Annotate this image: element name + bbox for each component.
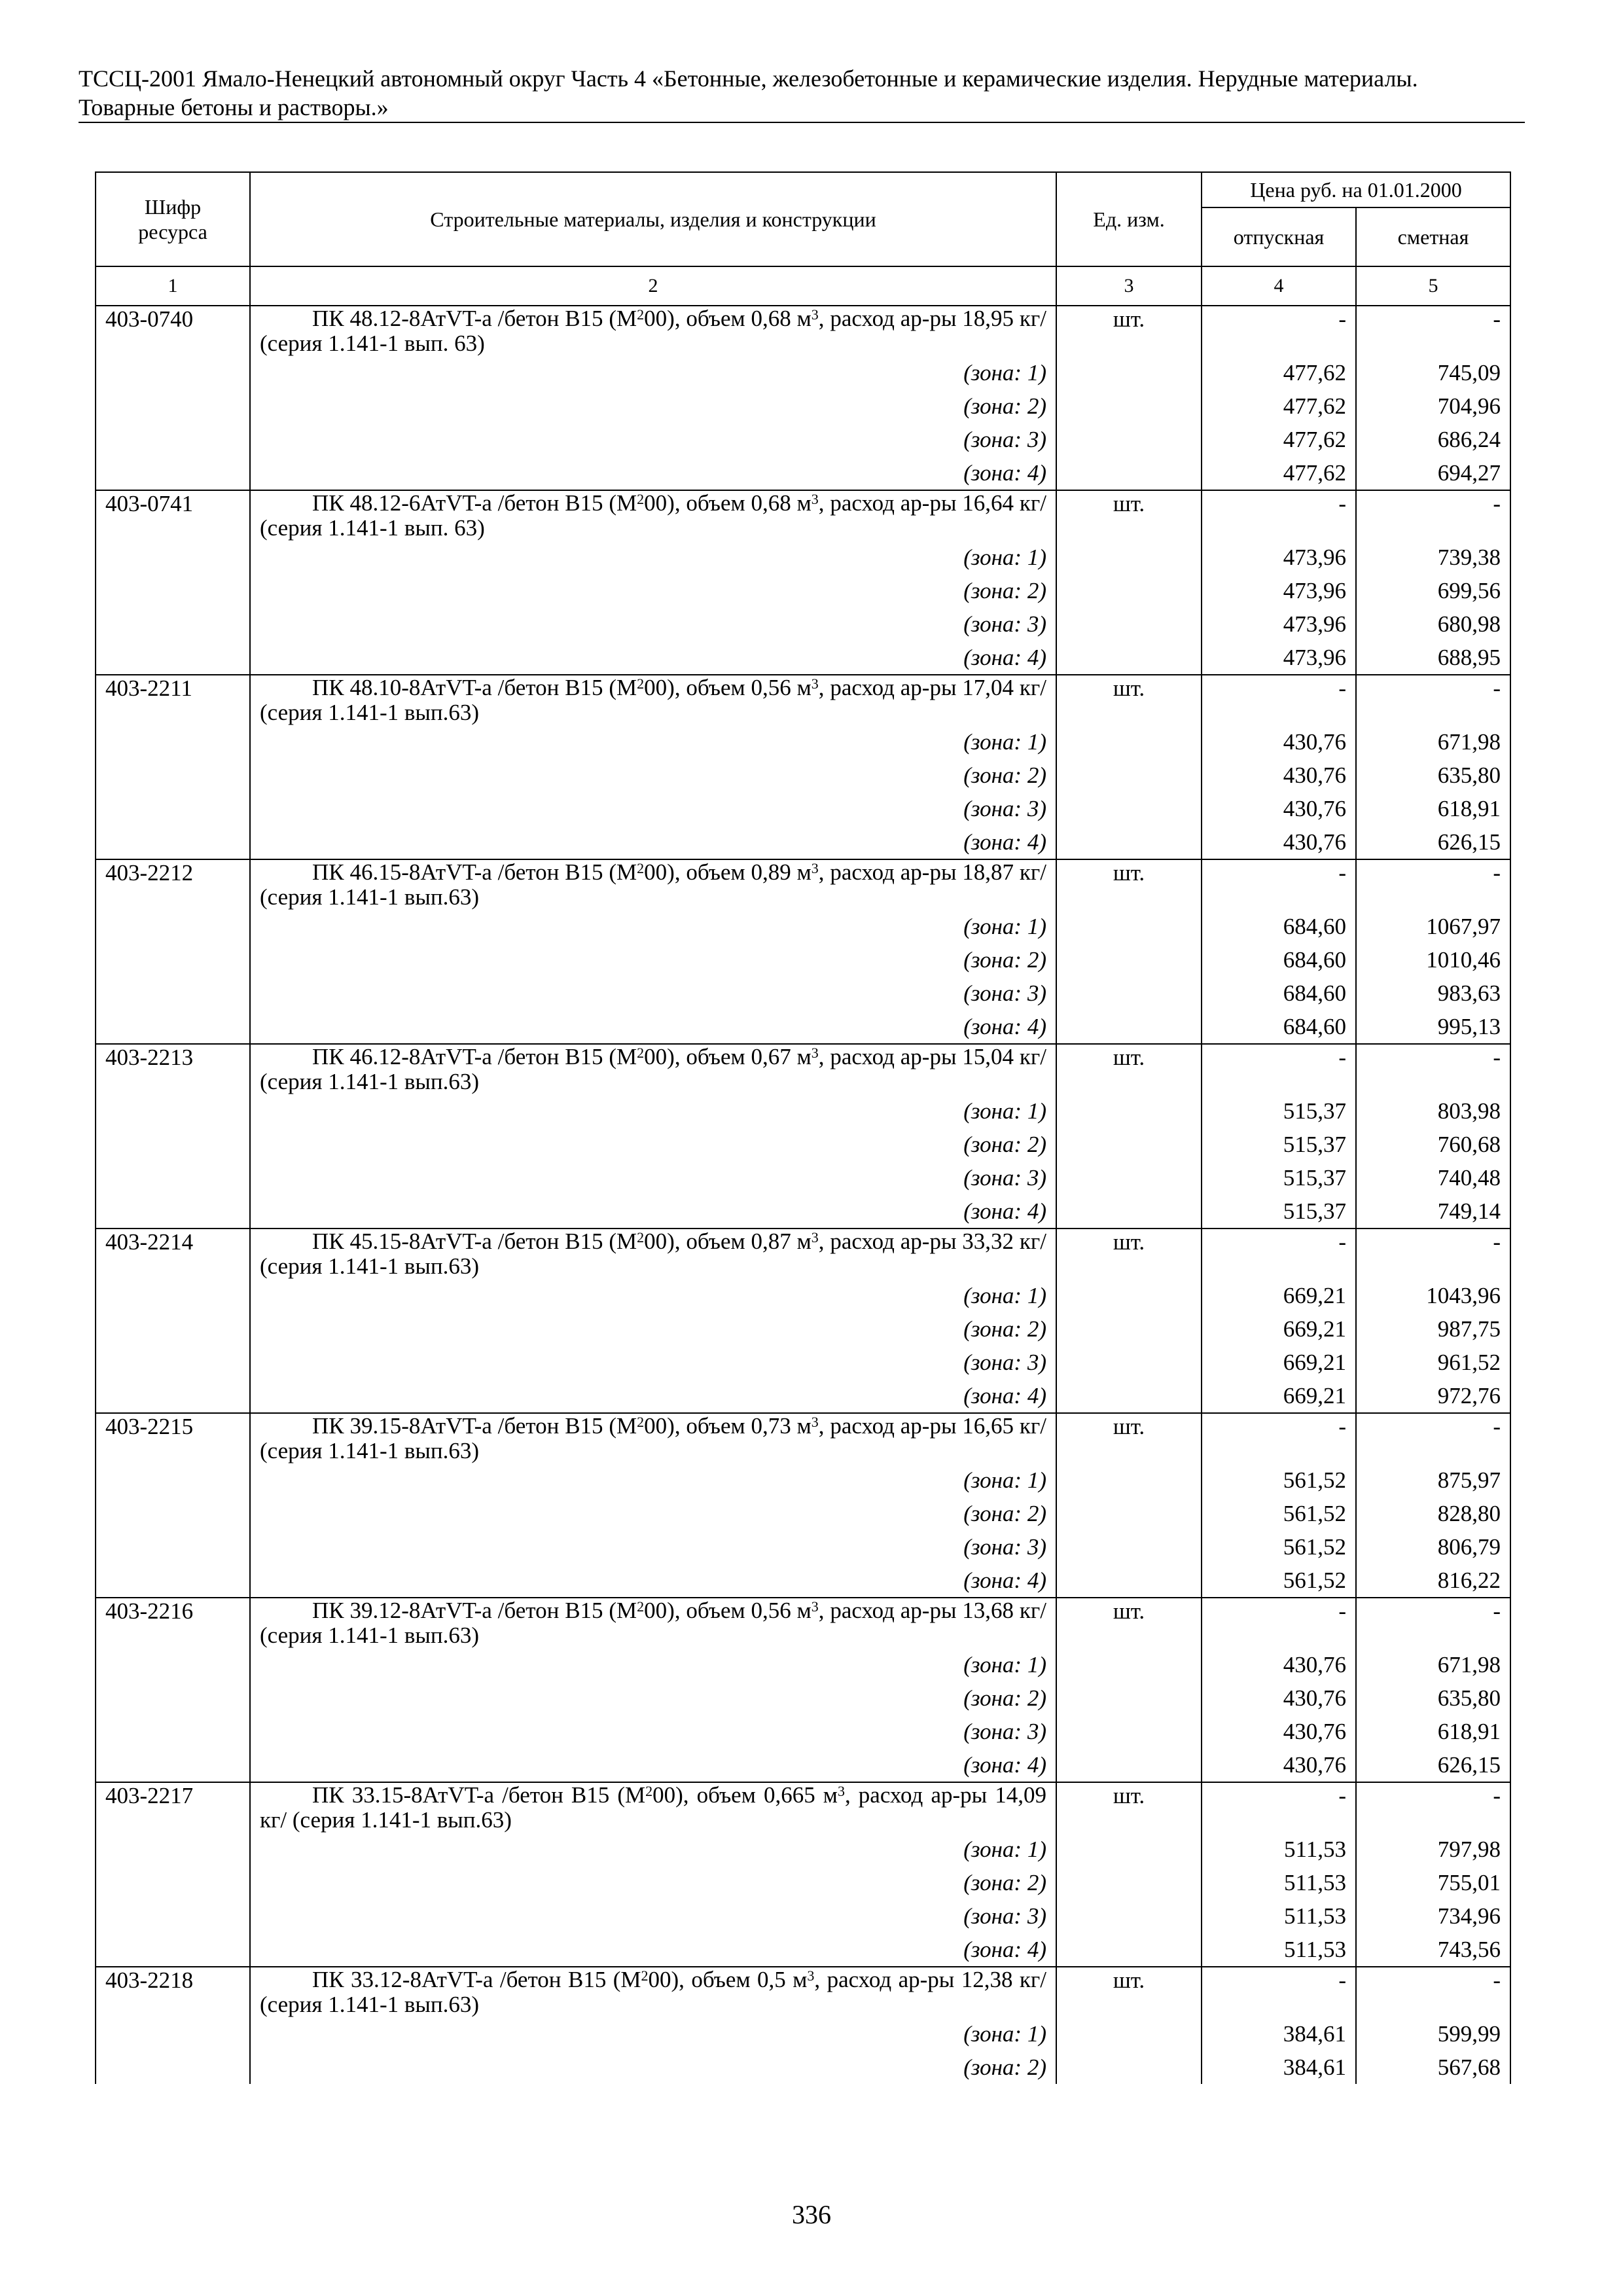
zone-estimate-price: 743,56 xyxy=(1356,1933,1510,1967)
zone-estimate-price: 739,38 xyxy=(1356,541,1510,574)
table-row xyxy=(96,1413,1510,1463)
price-table xyxy=(95,171,1511,2084)
zone-label: (зона: 4) xyxy=(250,1564,1056,1598)
grade-superscript: 2 xyxy=(637,1598,645,1615)
zone-estimate-price: 699,56 xyxy=(1356,574,1510,607)
zone-estimate-price: 987,75 xyxy=(1356,1312,1510,1346)
zone-release-price: 430,76 xyxy=(1202,825,1356,859)
zone-row xyxy=(96,423,1510,456)
resource-code: 403-2215 xyxy=(96,1413,250,1598)
zone-label: (зона: 4) xyxy=(250,1010,1056,1044)
zone-release-price: 477,62 xyxy=(1202,456,1356,490)
zone-release-price: 477,62 xyxy=(1202,389,1356,423)
zone-release-price: 669,21 xyxy=(1202,1312,1356,1346)
zone-row xyxy=(96,541,1510,574)
zone-release-price: 477,62 xyxy=(1202,423,1356,456)
zone-label: (зона: 4) xyxy=(250,641,1056,675)
description-text-part: ПК 48.10-8АтVT-а /бетон В15 (М xyxy=(312,675,637,700)
release-price: - xyxy=(1202,1413,1356,1463)
zone-row xyxy=(96,2017,1510,2051)
zone-row xyxy=(96,825,1510,859)
document-header xyxy=(79,64,1525,122)
zone-release-price: 561,52 xyxy=(1202,1564,1356,1598)
zone-row xyxy=(96,641,1510,675)
column-number-3: 3 xyxy=(1056,266,1202,306)
cubic-superscript: 3 xyxy=(837,1783,845,1799)
zone-release-price: 669,21 xyxy=(1202,1279,1356,1312)
zone-release-price: 384,61 xyxy=(1202,2017,1356,2051)
zone-label: (зона: 2) xyxy=(250,1866,1056,1899)
zone-row xyxy=(96,1128,1510,1161)
zone-release-price: 684,60 xyxy=(1202,910,1356,943)
description-text-part: 00), объем 0,56 м xyxy=(644,675,812,700)
zone-release-price: 515,37 xyxy=(1202,1128,1356,1161)
zone-release-price: 511,53 xyxy=(1202,1899,1356,1933)
zone-estimate-price: 760,68 xyxy=(1356,1128,1510,1161)
zone-label: (зона: 2) xyxy=(250,2051,1056,2084)
zone-row xyxy=(96,792,1510,825)
zone-release-price: 561,52 xyxy=(1202,1463,1356,1497)
zone-estimate-price: 1010,46 xyxy=(1356,943,1510,977)
description-text-part: ПК 33.15-8АтVT-а /бетон В15 (М xyxy=(312,1782,646,1808)
cubic-superscript: 3 xyxy=(811,860,819,876)
resource-code: 403-0741 xyxy=(96,490,250,675)
zone-estimate-price: 961,52 xyxy=(1356,1346,1510,1379)
material-description xyxy=(250,859,1056,910)
description-text-part: , расход ар-ры 16,65 кг/ (серия 1.141-1 вып.63) xyxy=(260,1413,1046,1463)
description-text-part: , расход ар-ры 13,68 кг/ (серия 1.141-1 вып.63) xyxy=(260,1598,1046,1648)
description-text-part: 00), объем 0,5 м xyxy=(648,1967,808,1992)
description-text-part: 00), объем 0,68 м xyxy=(644,490,812,516)
zone-label: (зона: 4) xyxy=(250,1933,1056,1967)
table-row xyxy=(96,490,1510,541)
table-row xyxy=(96,1229,1510,1279)
grade-superscript: 2 xyxy=(645,1783,653,1799)
estimate-price: - xyxy=(1356,1413,1510,1463)
zone-label: (зона: 3) xyxy=(250,977,1056,1010)
release-price: - xyxy=(1202,1782,1356,1833)
zone-release-price: 430,76 xyxy=(1202,1748,1356,1782)
zone-estimate-price: 626,15 xyxy=(1356,1748,1510,1782)
description-text-part: ПК 48.12-6АтVT-а /бетон В15 (М xyxy=(312,490,637,516)
zone-label: (зона: 3) xyxy=(250,607,1056,641)
cubic-superscript: 3 xyxy=(811,1229,819,1246)
description-text-part: , расход ар-ры 17,04 кг/ (серия 1.141-1 вып.63) xyxy=(260,675,1046,725)
zone-estimate-price: 599,99 xyxy=(1356,2017,1510,2051)
zone-row xyxy=(96,1094,1510,1128)
zone-release-price: 515,37 xyxy=(1202,1161,1356,1194)
grade-superscript: 2 xyxy=(637,1229,645,1246)
cubic-superscript: 3 xyxy=(811,1598,819,1615)
zone-estimate-price: 635,80 xyxy=(1356,759,1510,792)
unit-of-measure: шт. xyxy=(1056,675,1202,859)
unit-of-measure: шт. xyxy=(1056,1598,1202,1782)
zone-estimate-price: 704,96 xyxy=(1356,389,1510,423)
zone-label: (зона: 2) xyxy=(250,943,1056,977)
estimate-price: - xyxy=(1356,1782,1510,1833)
zone-label: (зона: 4) xyxy=(250,825,1056,859)
material-description xyxy=(250,1044,1056,1094)
material-description xyxy=(250,306,1056,356)
zone-label: (зона: 3) xyxy=(250,1346,1056,1379)
unit-of-measure: шт. xyxy=(1056,306,1202,490)
column-number-2: 2 xyxy=(250,266,1056,306)
estimate-price: - xyxy=(1356,1598,1510,1648)
release-price: - xyxy=(1202,675,1356,725)
zone-label: (зона: 3) xyxy=(250,1899,1056,1933)
zone-row xyxy=(96,910,1510,943)
table-header xyxy=(96,172,1510,306)
zone-row xyxy=(96,2051,1510,2084)
page-number: 336 xyxy=(792,2200,831,2229)
zone-label: (зона: 1) xyxy=(250,2017,1056,2051)
zone-release-price: 384,61 xyxy=(1202,2051,1356,2084)
table-row xyxy=(96,1782,1510,1833)
description-text-part: ПК 45.15-8АтVT-а /бетон В15 (М xyxy=(312,1229,637,1254)
zone-label: (зона: 1) xyxy=(250,541,1056,574)
zone-row xyxy=(96,977,1510,1010)
description-text-part: ПК 39.15-8АтVT-а /бетон В15 (М xyxy=(312,1413,637,1439)
release-price: - xyxy=(1202,859,1356,910)
zone-estimate-price: 972,76 xyxy=(1356,1379,1510,1413)
column-header-name: Строительные материалы, изделия и конструкции xyxy=(250,172,1056,266)
zone-release-price: 561,52 xyxy=(1202,1497,1356,1530)
zone-label: (зона: 1) xyxy=(250,1094,1056,1128)
zone-estimate-price: 686,24 xyxy=(1356,423,1510,456)
zone-label: (зона: 4) xyxy=(250,456,1056,490)
estimate-price: - xyxy=(1356,859,1510,910)
table-row xyxy=(96,1598,1510,1648)
description-text-part: , расход ар-ры 15,04 кг/ (серия 1.141-1 вып.63) xyxy=(260,1044,1046,1094)
zone-release-price: 473,96 xyxy=(1202,641,1356,675)
release-price: - xyxy=(1202,1967,1356,2017)
zone-release-price: 511,53 xyxy=(1202,1833,1356,1866)
zone-release-price: 669,21 xyxy=(1202,1346,1356,1379)
table-row xyxy=(96,1044,1510,1094)
zone-estimate-price: 635,80 xyxy=(1356,1681,1510,1715)
zone-release-price: 430,76 xyxy=(1202,792,1356,825)
description-text-part: 00), объем 0,67 м xyxy=(644,1044,812,1069)
zone-row xyxy=(96,1312,1510,1346)
zone-estimate-price: 734,96 xyxy=(1356,1899,1510,1933)
table-body xyxy=(96,306,1510,2084)
estimate-price: - xyxy=(1356,306,1510,356)
description-text-part: 00), объем 0,68 м xyxy=(644,306,812,331)
cubic-superscript: 3 xyxy=(811,491,819,507)
zone-release-price: 515,37 xyxy=(1202,1194,1356,1229)
column-number-1: 1 xyxy=(96,266,250,306)
column-header-price: Цена руб. на 01.01.2000 xyxy=(1202,172,1510,207)
release-price: - xyxy=(1202,306,1356,356)
zone-release-price: 669,21 xyxy=(1202,1379,1356,1413)
zone-label: (зона: 3) xyxy=(250,1530,1056,1564)
zone-estimate-price: 1067,97 xyxy=(1356,910,1510,943)
estimate-price: - xyxy=(1356,1229,1510,1279)
zone-label: (зона: 3) xyxy=(250,423,1056,456)
zone-label: (зона: 1) xyxy=(250,1279,1056,1312)
zone-label: (зона: 2) xyxy=(250,574,1056,607)
zone-estimate-price: 806,79 xyxy=(1356,1530,1510,1564)
resource-code: 403-0740 xyxy=(96,306,250,490)
description-text-part: ПК 33.12-8АтVT-а /бетон В15 (М xyxy=(312,1967,641,1992)
column-number-5: 5 xyxy=(1356,266,1510,306)
zone-row xyxy=(96,389,1510,423)
description-text-part: ПК 46.12-8АтVT-а /бетон В15 (М xyxy=(312,1044,637,1069)
zone-estimate-price: 745,09 xyxy=(1356,356,1510,389)
zone-row xyxy=(96,1866,1510,1899)
description-text-part: 00), объем 0,665 м xyxy=(652,1782,838,1808)
material-description xyxy=(250,1229,1056,1279)
zone-label: (зона: 4) xyxy=(250,1194,1056,1229)
unit-of-measure: шт. xyxy=(1056,1229,1202,1413)
cubic-superscript: 3 xyxy=(811,1414,819,1430)
description-text-part: 00), объем 0,87 м xyxy=(644,1229,812,1254)
zone-row xyxy=(96,1681,1510,1715)
zone-row xyxy=(96,1530,1510,1564)
table-row xyxy=(96,306,1510,356)
grade-superscript: 2 xyxy=(637,860,645,876)
description-text-part: ПК 48.12-8АтVT-а /бетон В15 (М xyxy=(312,306,637,331)
zone-label: (зона: 2) xyxy=(250,1312,1056,1346)
zone-label: (зона: 2) xyxy=(250,1128,1056,1161)
zone-label: (зона: 2) xyxy=(250,1497,1056,1530)
zone-estimate-price: 688,95 xyxy=(1356,641,1510,675)
unit-of-measure: шт. xyxy=(1056,490,1202,675)
zone-release-price: 511,53 xyxy=(1202,1866,1356,1899)
zone-release-price: 430,76 xyxy=(1202,1681,1356,1715)
zone-release-price: 684,60 xyxy=(1202,977,1356,1010)
zone-row xyxy=(96,1933,1510,1967)
zone-row xyxy=(96,1463,1510,1497)
cubic-superscript: 3 xyxy=(807,1967,815,1984)
zone-label: (зона: 2) xyxy=(250,1681,1056,1715)
zone-label: (зона: 4) xyxy=(250,1379,1056,1413)
material-description xyxy=(250,490,1056,541)
zone-estimate-price: 1043,96 xyxy=(1356,1279,1510,1312)
zone-release-price: 511,53 xyxy=(1202,1933,1356,1967)
zone-label: (зона: 2) xyxy=(250,759,1056,792)
zone-estimate-price: 749,14 xyxy=(1356,1194,1510,1229)
description-text-part: , расход ар-ры 16,64 кг/ (серия 1.141-1 вып. 63) xyxy=(260,490,1046,541)
material-description xyxy=(250,1782,1056,1833)
resource-code: 403-2216 xyxy=(96,1598,250,1782)
zone-label: (зона: 1) xyxy=(250,356,1056,389)
zone-row xyxy=(96,759,1510,792)
estimate-price: - xyxy=(1356,490,1510,541)
zone-release-price: 430,76 xyxy=(1202,1715,1356,1748)
zone-row xyxy=(96,1833,1510,1866)
column-header-code: Шифр ресурса xyxy=(96,172,250,266)
zone-row xyxy=(96,574,1510,607)
zone-release-price: 477,62 xyxy=(1202,356,1356,389)
zone-row xyxy=(96,1010,1510,1044)
zone-row xyxy=(96,725,1510,759)
zone-release-price: 473,96 xyxy=(1202,607,1356,641)
zone-release-price: 684,60 xyxy=(1202,943,1356,977)
description-text-part: , расход ар-ры 14,09 кг/ (серия 1.141-1 вып.63) xyxy=(260,1782,1046,1833)
resource-code: 403-2213 xyxy=(96,1044,250,1229)
table-row xyxy=(96,859,1510,910)
zone-estimate-price: 995,13 xyxy=(1356,1010,1510,1044)
column-header-unit: Ед. изм. xyxy=(1056,172,1202,266)
description-text-part: , расход ар-ры 12,38 кг/ (серия 1.141-1 вып.63) xyxy=(260,1967,1046,2017)
material-description xyxy=(250,675,1056,725)
description-text-part: , расход ар-ры 33,32 кг/ (серия 1.141-1 вып.63) xyxy=(260,1229,1046,1279)
zone-release-price: 684,60 xyxy=(1202,1010,1356,1044)
cubic-superscript: 3 xyxy=(811,1045,819,1061)
resource-code: 403-2217 xyxy=(96,1782,250,1967)
zone-label: (зона: 4) xyxy=(250,1748,1056,1782)
unit-of-measure: шт. xyxy=(1056,1782,1202,1967)
description-text-part: ПК 39.12-8АтVT-а /бетон В15 (М xyxy=(312,1598,637,1623)
zone-row xyxy=(96,1748,1510,1782)
zone-label: (зона: 1) xyxy=(250,1833,1056,1866)
description-text-part: 00), объем 0,89 м xyxy=(644,859,812,885)
zone-row xyxy=(96,1346,1510,1379)
column-header-release: отпускная xyxy=(1202,207,1356,266)
unit-of-measure: шт. xyxy=(1056,1967,1202,2084)
estimate-price: - xyxy=(1356,1044,1510,1094)
grade-superscript: 2 xyxy=(641,1967,649,1984)
zone-label: (зона: 3) xyxy=(250,792,1056,825)
zone-estimate-price: 740,48 xyxy=(1356,1161,1510,1194)
table-row xyxy=(96,675,1510,725)
zone-row xyxy=(96,1899,1510,1933)
resource-code: 403-2212 xyxy=(96,859,250,1044)
resource-code: 403-2211 xyxy=(96,675,250,859)
cubic-superscript: 3 xyxy=(811,675,819,692)
zone-estimate-price: 567,68 xyxy=(1356,2051,1510,2084)
grade-superscript: 2 xyxy=(637,306,645,323)
material-description xyxy=(250,1598,1056,1648)
zone-row xyxy=(96,1279,1510,1312)
unit-of-measure: шт. xyxy=(1056,1413,1202,1598)
estimate-price: - xyxy=(1356,675,1510,725)
grade-superscript: 2 xyxy=(637,675,645,692)
zone-estimate-price: 803,98 xyxy=(1356,1094,1510,1128)
release-price: - xyxy=(1202,1229,1356,1279)
grade-superscript: 2 xyxy=(637,1045,645,1061)
cubic-superscript: 3 xyxy=(811,306,819,323)
estimate-price: - xyxy=(1356,1967,1510,2017)
zone-estimate-price: 671,98 xyxy=(1356,725,1510,759)
column-header-estimate: сметная xyxy=(1356,207,1510,266)
zone-row xyxy=(96,356,1510,389)
unit-of-measure: шт. xyxy=(1056,859,1202,1044)
grade-superscript: 2 xyxy=(637,491,645,507)
zone-row xyxy=(96,607,1510,641)
description-text-part: , расход ар-ры 18,95 кг/ (серия 1.141-1 вып. 63) xyxy=(260,306,1046,356)
zone-label: (зона: 1) xyxy=(250,1648,1056,1681)
zone-estimate-price: 680,98 xyxy=(1356,607,1510,641)
description-text-part: , расход ар-ры 18,87 кг/ (серия 1.141-1 вып.63) xyxy=(260,859,1046,910)
zone-estimate-price: 875,97 xyxy=(1356,1463,1510,1497)
zone-row xyxy=(96,1715,1510,1748)
header-divider xyxy=(79,122,1525,123)
release-price: - xyxy=(1202,1598,1356,1648)
zone-estimate-price: 828,80 xyxy=(1356,1497,1510,1530)
header-line-1: ТССЦ-2001 Ямало-Ненецкий автономный округ Часть 4 «Бетонные, железобетонные и керамические изделия. Нерудные материалы. xyxy=(79,65,1418,92)
description-text-part: 00), объем 0,56 м xyxy=(644,1598,812,1623)
zone-estimate-price: 797,98 xyxy=(1356,1833,1510,1866)
zone-estimate-price: 816,22 xyxy=(1356,1564,1510,1598)
zone-row xyxy=(96,1161,1510,1194)
zone-label: (зона: 2) xyxy=(250,389,1056,423)
release-price: - xyxy=(1202,1044,1356,1094)
zone-release-price: 473,96 xyxy=(1202,574,1356,607)
zone-row xyxy=(96,1564,1510,1598)
zone-estimate-price: 755,01 xyxy=(1356,1866,1510,1899)
unit-of-measure: шт. xyxy=(1056,1044,1202,1229)
resource-code: 403-2214 xyxy=(96,1229,250,1413)
zone-release-price: 430,76 xyxy=(1202,759,1356,792)
zone-row xyxy=(96,1648,1510,1681)
description-text-part: 00), объем 0,73 м xyxy=(644,1413,812,1439)
zone-estimate-price: 694,27 xyxy=(1356,456,1510,490)
zone-estimate-price: 626,15 xyxy=(1356,825,1510,859)
release-price: - xyxy=(1202,490,1356,541)
table-row xyxy=(96,1967,1510,2017)
zone-row xyxy=(96,1497,1510,1530)
zone-label: (зона: 3) xyxy=(250,1161,1056,1194)
zone-row xyxy=(96,1379,1510,1413)
zone-label: (зона: 3) xyxy=(250,1715,1056,1748)
zone-estimate-price: 618,91 xyxy=(1356,792,1510,825)
zone-estimate-price: 671,98 xyxy=(1356,1648,1510,1681)
zone-label: (зона: 1) xyxy=(250,1463,1056,1497)
zone-estimate-price: 983,63 xyxy=(1356,977,1510,1010)
grade-superscript: 2 xyxy=(637,1414,645,1430)
zone-label: (зона: 1) xyxy=(250,725,1056,759)
description-text-part: ПК 46.15-8АтVT-а /бетон В15 (М xyxy=(312,859,637,885)
zone-release-price: 430,76 xyxy=(1202,1648,1356,1681)
zone-estimate-price: 618,91 xyxy=(1356,1715,1510,1748)
material-description xyxy=(250,1413,1056,1463)
zone-row xyxy=(96,456,1510,490)
zone-label: (зона: 1) xyxy=(250,910,1056,943)
zone-release-price: 430,76 xyxy=(1202,725,1356,759)
zone-release-price: 473,96 xyxy=(1202,541,1356,574)
zone-row xyxy=(96,1194,1510,1229)
zone-release-price: 561,52 xyxy=(1202,1530,1356,1564)
header-line-2: Товарные бетоны и растворы.» xyxy=(79,94,389,120)
zone-release-price: 515,37 xyxy=(1202,1094,1356,1128)
resource-code: 403-2218 xyxy=(96,1967,250,2084)
zone-row xyxy=(96,943,1510,977)
material-description xyxy=(250,1967,1056,2017)
column-number-4: 4 xyxy=(1202,266,1356,306)
